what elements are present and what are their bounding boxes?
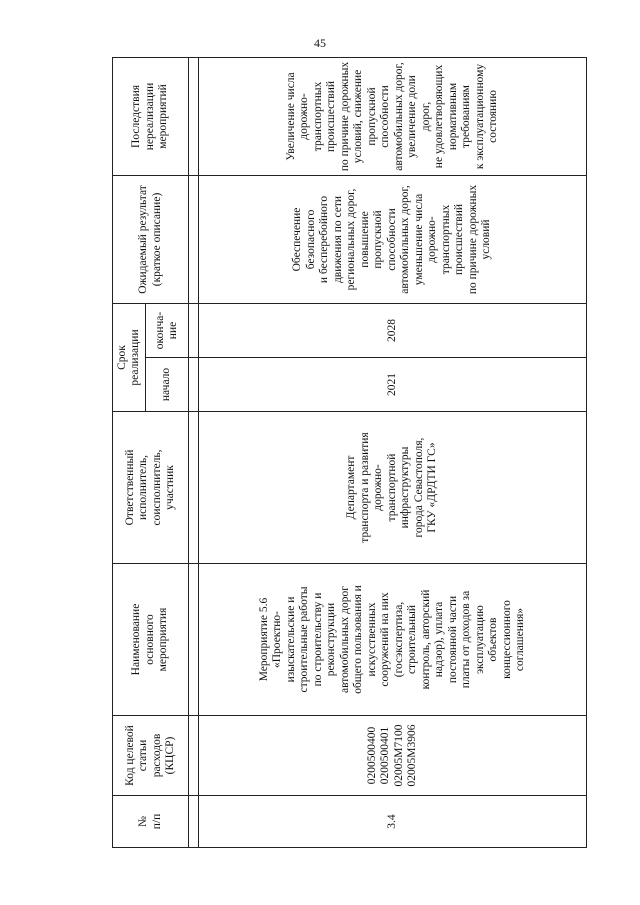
spacer-cell: [189, 358, 199, 412]
table-row: [199, 57, 587, 847]
cell-num: 3.4: [199, 796, 587, 848]
spacer-cell: [189, 796, 199, 848]
header-name: Наименование основного мероприятия: [113, 564, 189, 716]
spacer-cell: [189, 57, 199, 175]
header-period: Срок реализации: [113, 303, 146, 411]
cell-consequences: Увеличение числа дорожно- транспортных происшествий по причине дорожных условий, снижение пропускной способности автомобильных дорог, увеличение доли дорог, не удовлетворяющих нормативным требованиям к эксплуатационному состоянию: [199, 57, 587, 175]
header-num: № п/п: [113, 796, 189, 848]
header-result: Ожидаемый результат (краткое описание): [113, 175, 189, 303]
header-code: Код целевой статьи расходов (КЦСР): [113, 716, 189, 796]
cell-result: Обеспечение безопасного и бесперебойного движения по сети региональных дорог, повышение пропускной способности автомобильных дорог, уменьшение числа дорожно- транспортных происшествий по причине дорожных условий: [199, 175, 587, 303]
cell-responsible: Департамент транспорта и развития дорожно- транспортной инфраструктуры города Севастополя, ГКУ «ДРДТИ ГС»: [199, 412, 587, 564]
cell-start: 2021: [199, 358, 587, 412]
cell-end: 2028: [199, 303, 587, 357]
cell-code: 0200500400 0200500401 02005М7100 02005М3906: [199, 716, 587, 796]
header-consequences: Последствия нереализации мероприятий: [113, 57, 189, 175]
header-start: начало: [146, 358, 189, 412]
header-responsible: Ответственный исполнитель, соисполнитель, участник: [113, 412, 189, 564]
spacer-cell: [189, 303, 199, 357]
header-end: оконча- ние: [146, 303, 189, 357]
cell-name: Мероприятие 5.6 «Проектно- изыскательские и строительные работы по строительству и реконструкции автомобильных дорог общего пользования и искусственных сооружений на них (госэкспертиза, строительный контроль, авторский надзор), уплата постоянной части платы от доходов за эксплуатацию объектов концессионного соглашения»: [199, 564, 587, 716]
spacer-row: [189, 57, 199, 847]
spacer-cell: [189, 175, 199, 303]
rotated-table-container: [112, 58, 587, 848]
spacer-cell: [189, 412, 199, 564]
measures-table: [112, 57, 587, 848]
spacer-cell: [189, 564, 199, 716]
spacer-cell: [189, 716, 199, 796]
page-number: 45: [314, 36, 326, 50]
